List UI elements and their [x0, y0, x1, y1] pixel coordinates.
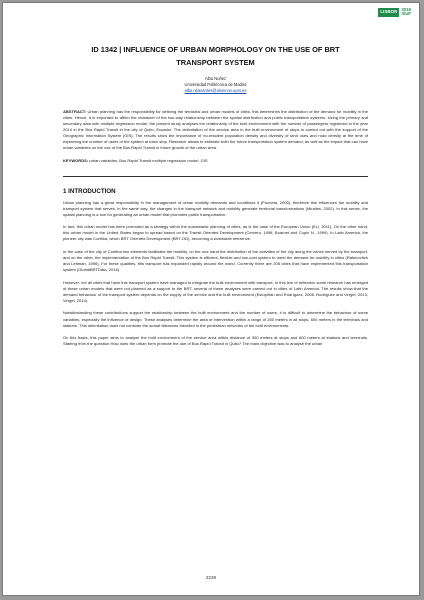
abstract-label: ABSTRACT: [63, 109, 87, 115]
author-email-link[interactable]: alba.nbasantes@alumnos.upm.es [184, 87, 247, 93]
keywords [63, 158, 368, 164]
paper-content [63, 43, 368, 354]
page-number: 2229 [205, 575, 217, 580]
section-divider [63, 176, 368, 177]
conference-logo [378, 8, 411, 17]
body-paragraph: Urban planning has a great responsibility in the management of urban mobility demands and conditions it (Pozueta, 2000), therefore this influences the mobility and transport system that serves, in the same way, the changes in the transport network and mobility generate territorial transformations (Miralles, 2002). In this sense, the spatial planning is a tool for generating an urban model that promotes public transportation. [63, 199, 368, 217]
body-paragraph: In fact, this urban model has been promoted as a strategy within the sustainable planning of cities, as is the case of the European Union (EU, 2011). On the other hand, this urban model in the United States began to spread based on the Transit Oriented Development (Cervero, 1998, Boarnet and Copin N., 1999). In Latin America, the pioneer city was Curitiba, which BRT Oriented Development (BRT-OD), becoming a worldwide reference. [63, 224, 368, 242]
author-block [63, 76, 368, 94]
keywords-text: urban variables, Bus Rapid Transit multiple regression model, GIS [88, 157, 208, 163]
section-heading: 1 INTRODUCTION [63, 187, 116, 195]
author-affiliation: Universidad Politécnica de Madrid [184, 81, 247, 87]
body-paragraph: In the case of the city of Curitiba two elements facilitated the mobility, on the one hand the distribution of the activities of the city along the zones served by the transport, and on the other, the implementation of the Bus Rapid Transit. This system is efficient, flexible and low-cost system to meet the demand for mobility in cities (Rabinovitch and Leitman, 1996). For these qualities, this transport has expanded rapidly around the world. Currently there are 205 cities that have implemented this transportation system (GlobalBRTData, 2016). [63, 248, 368, 273]
logo-text [401, 8, 411, 17]
author-name: Alba Nuñez [204, 75, 227, 81]
abstract-text: Urban planning has the responsibility for defining the territorial and urban models of cities, this determines the distribution of the demand for mobility in the cities. Hence, it is important to affirm the character of the two-way relationship between the spatial distribution and public transportation systems. Using the primary and secondary data with multiple regression model, the present study analyses the relationship of the built environment with the number of passengers registered in the year 2014 in the Bus Rapid Transit in the city of Quito, Ecuador. The delimitation of the service area in the built environment of stops is carried out with the support of the Geographic Information System (GIS). The results show the importance of no-resident population density and diversity of land uses and road density at the time of explaining the number of users of the system at each stop. Research allows to estimate both the future transportation system demand, as well as the impact that can have urban variables on the use of the Bus Rapid Transit in future growth of the urban area. [63, 109, 368, 151]
title-line-1: ID 1342 | INFLUENCE OF URBAN MORPHOLOGY ON THE USE OF BRT [91, 45, 340, 54]
body-paragraph: On this basis, this paper aims to analyse the built environment of the service area within distance of 300 meters at stops and 600 meters at stations and terminals. Starting from the question How does the urban form promote the use of Bus Rapid Transit in Quito? The main objective was to analyse the urban [63, 335, 368, 347]
paper-page [2, 2, 420, 596]
body-paragraph: However, not all cities that have this transport system have managed to integrate the built environment with transport. In this line of reflection some research has emerged of these urban models that were not planned as a support to the BRT, several of these analyses were carried out in cities of Latin America. The results show that the demand behaviour of the transport system depends on the supply of the service and the built environment (Estupiñan and Rodríguez, 2008, Rodríguez and Vergel, 2013, Vergel, 2014). [63, 279, 368, 303]
logo-line-1: 2019 [401, 7, 411, 12]
paper-title [63, 43, 368, 70]
abstract [63, 109, 368, 151]
title-line-2: TRANSPORT SYSTEM [176, 58, 255, 68]
keywords-label: KEYWORDS: [63, 157, 89, 163]
logo-line-2: ISUF [401, 11, 411, 17]
body-paragraph: Notwithstanding these contributions support the relationship between the built environment and the number of users, it is difficult to determine the behaviour of some variables, especially the influence of design. These analyses determine the area of intervention within a range of 250 meters in all stops, 500 meters in the terminals and stations. This delimitation does not consider the actual distances travelled in the pedestrian networks of the built environments. [63, 310, 368, 328]
logo-mark: LISBON [378, 8, 399, 16]
